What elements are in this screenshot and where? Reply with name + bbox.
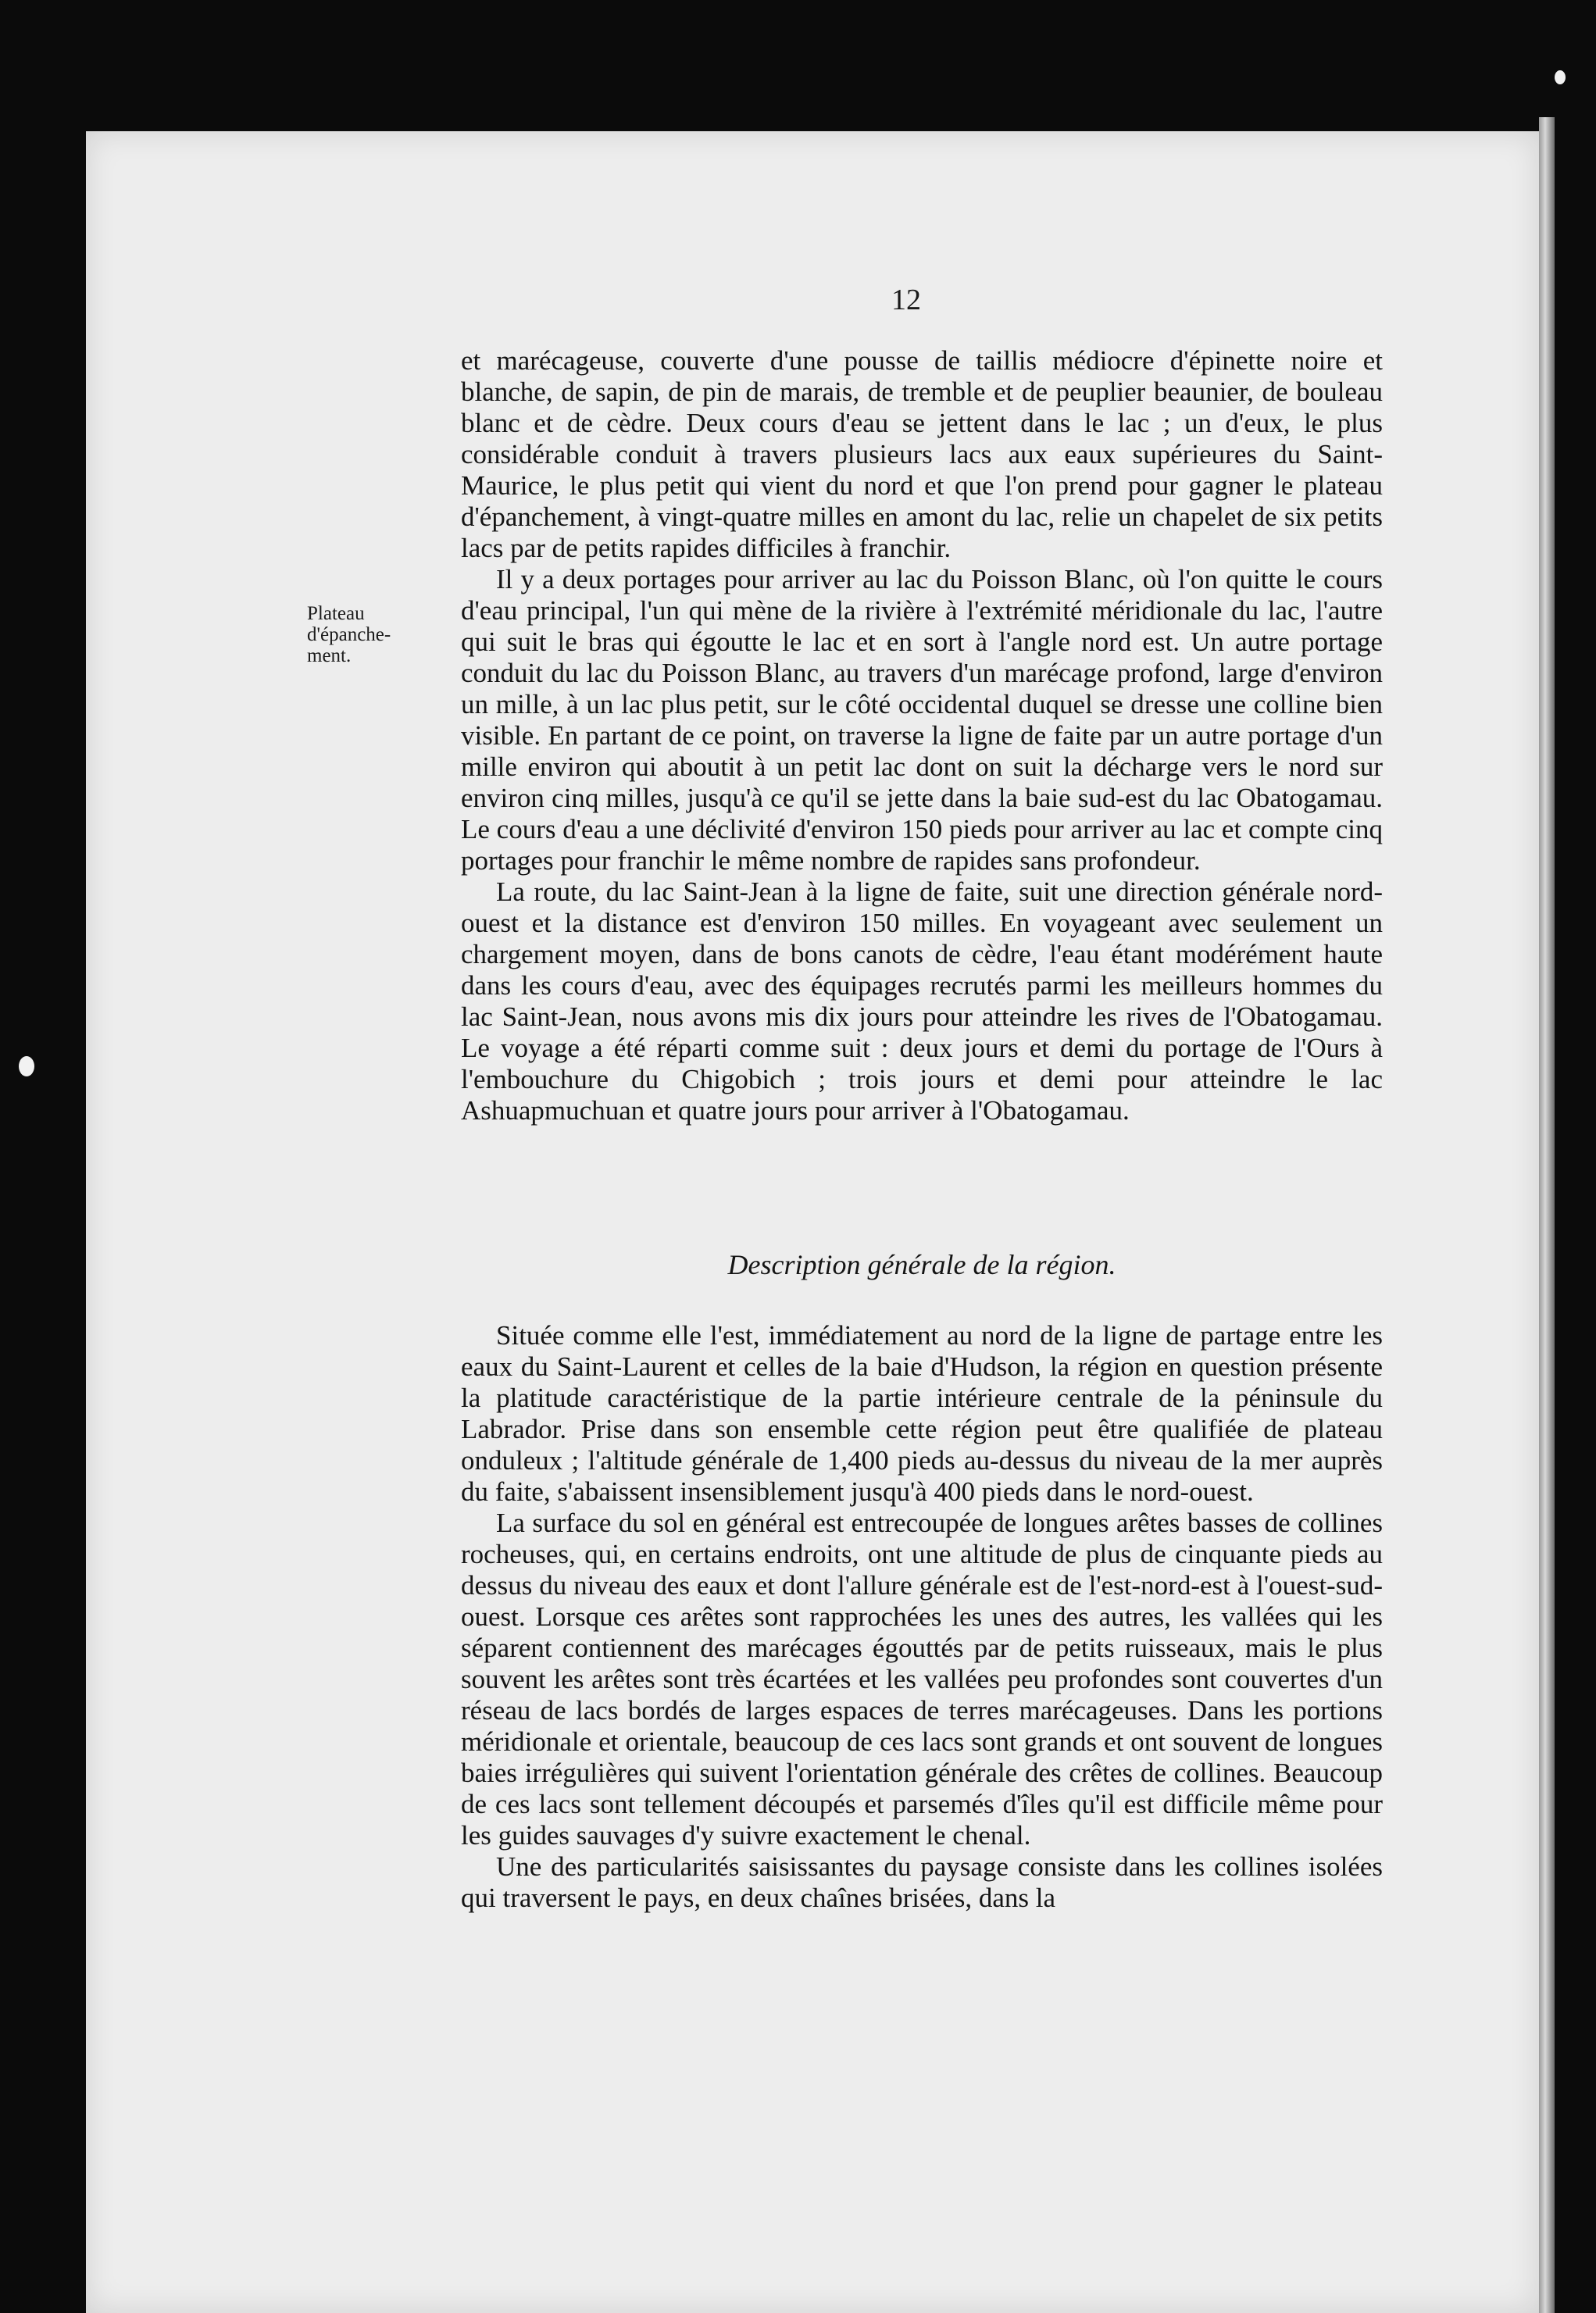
- margin-note: Plateau d'épanche-ment.: [307, 603, 391, 666]
- paragraph: Située comme elle l'est, immédiatement au nord de la ligne de partage entre les eaux du Saint-Laurent et celles de la baie d'Hudson, la région en question présente la platitude caractéristique de la partie intérieure centrale de la péninsule du Labrador. Prise dans son ensemble cette région peut être qualifiée de plateau onduleux ; l'altitude générale de 1,400 pieds au-dessus du niveau de la mer auprès du faite, s'abaissent insensiblement jusqu'à 400 pieds dans le nord-ouest.: [461, 1320, 1383, 1507]
- page-edge: [1539, 117, 1555, 2313]
- paragraph: et marécageuse, couverte d'une pousse de taillis médiocre d'épinette noire et blanche, de sapin, de pin de marais, de tremble et de peuplier beaunier, de bouleau blanc et de cèdre. Deux cours d'eau se jettent dans le lac ; un d'eux, le plus considérable conduit à travers plusieurs lacs aux eaux supérieures du Saint-Maurice, le plus petit qui vient du nord et que l'on prend pour gagner le plateau d'épanchement, à vingt-quatre milles en amont du lac, relie un chapelet de six petits lacs par de petits rapides difficiles à franchir.: [461, 345, 1383, 563]
- paragraph: La route, du lac Saint-Jean à la ligne de faite, suit une direction générale nord-ouest et la distance est d'environ 150 milles. En voyageant avec seulement un chargement moyen, dans de bons canots de cèdre, l'eau étant modérément haute dans les cours d'eau, avec des équipages recrutés parmi les meilleurs hommes du lac Saint-Jean, nous avons mis dix jours pour atteindre les rives de l'Obatogamau. Le voyage a été réparti comme suit : deux jours et demi du portage de l'Ours à l'embouchure du Chigobich ; trois jours et demi pour atteindre le lac Ashuapmuchuan et quatre jours pour arriver à l'Obatogamau.: [461, 876, 1383, 1126]
- paragraph: Une des particularités saisissantes du paysage consiste dans les collines isolées qui traversent le pays, en deux chaînes brisées, dans la: [461, 1851, 1383, 1913]
- section-heading: Description générale de la région.: [727, 1249, 1116, 1280]
- body-section-1: [461, 345, 1383, 1126]
- body-section-2: [461, 1320, 1383, 1914]
- scan-speck: [19, 1056, 34, 1076]
- scan-speck: [1555, 70, 1566, 84]
- paragraph: Il y a deux portages pour arriver au lac du Poisson Blanc, où l'on quitte le cours d'eau principal, l'un qui mène de la rivière à l'extrémité méridionale du lac, l'autre qui suit le bras qui égoutte le lac et en sort à l'angle nord est. Un autre portage conduit du lac du Poisson Blanc, au travers d'un marécage profond, large d'environ un mille, à un lac plus petit, sur le côté occidental duquel se dresse une colline bien visible. En partant de ce point, on traverse la ligne de faite par un autre portage d'un mille environ qui aboutit à un petit lac dont on suit la décharge vers le nord sur environ cinq milles, jusqu'à ce qu'il se jette dans la baie sud-est du lac Obatogamau. Le cours d'eau a une déclivité d'environ 150 pieds pour arriver au lac et compte cinq portages pour franchir le même nombre de rapides sans profondeur.: [461, 564, 1383, 876]
- page-number: 12: [891, 284, 921, 316]
- paragraph: La surface du sol en général est entrecoupée de longues arêtes basses de collines rocheuses, qui, en certains endroits, ont une altitude de plus de cinquante pieds au dessus du niveau des eaux et dont l'allure générale est de l'est-nord-est à l'ouest-sud-ouest. Lorsque ces arêtes sont rapprochées les unes des autres, les vallées qui les séparent contiennent des marécages égouttés par de petits ruisseaux, mais le plus souvent les arêtes sont très écartées et les vallées peu profondes sont couvertes d'un réseau de lacs bordés de larges espaces de terres marécageuses. Dans les portions méridionale et orientale, beaucoup de ces lacs sont grands et ont souvent de longues baies irrégulières qui suivent l'orientation générale des crêtes de collines. Beaucoup de ces lacs sont tellement découpés et parsemés d'îles qu'il est difficile même pour les guides sauvages d'y suivre exactement le chenal.: [461, 1508, 1383, 1851]
